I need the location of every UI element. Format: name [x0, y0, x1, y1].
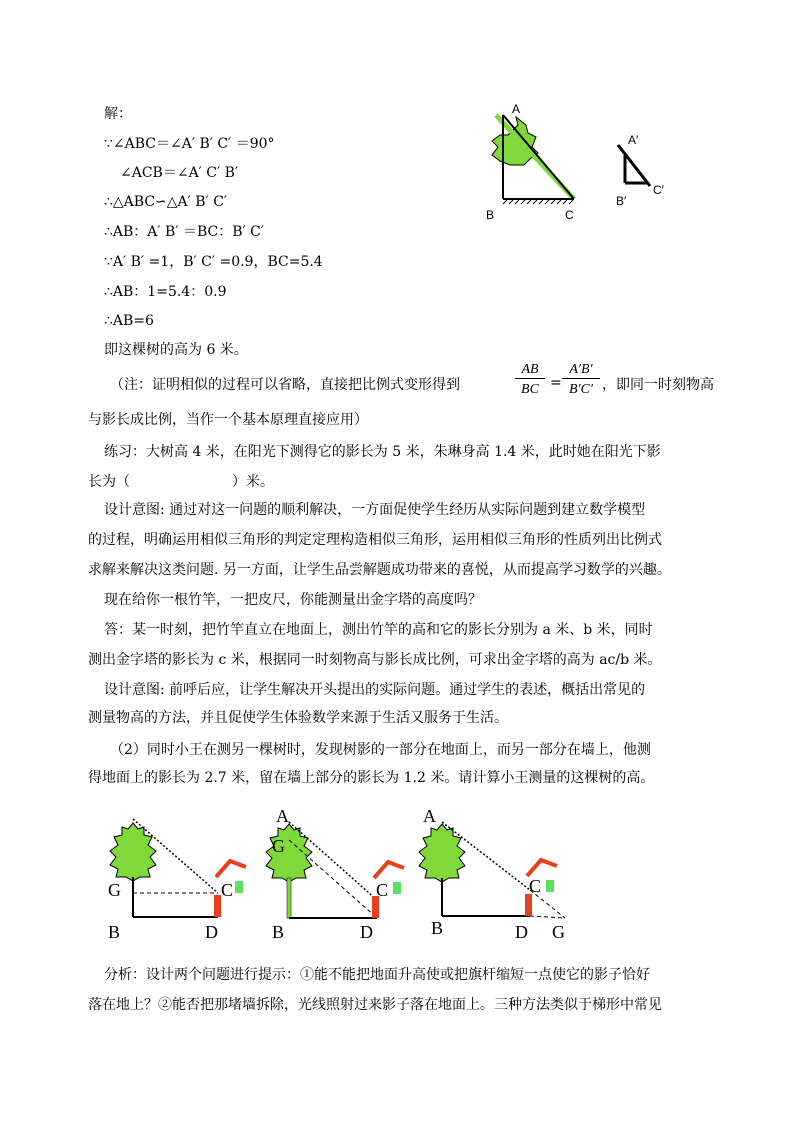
note-part2: ，即同一时刻物高	[602, 377, 714, 393]
solution-line: ∠ACB＝∠A′ C′ B′	[120, 165, 239, 181]
design1-line1: 设计意图: 通过对这一问题的顺利解决，一方面促使学生经历从实际问题到建立数学模型	[104, 502, 646, 518]
solution-conclusion: 即这棵树的高为 6 米。	[104, 342, 248, 358]
house-window	[393, 882, 401, 894]
practice-line2-b: ）米。	[232, 474, 274, 490]
note-line2: 与影长成比例，当作一个基本原理直接应用）	[88, 412, 368, 428]
problem2-line1: （2）同时小王在测另一棵树时，发现树影的一部分在地面上，而另一部分在墙上，他测	[110, 742, 651, 758]
tree-icon	[419, 824, 465, 882]
solution-line: ∵∠ABC＝∠A′ B′ C′ ＝90°	[104, 136, 275, 152]
frac1-numerator: AB	[515, 362, 545, 379]
dashed-line	[289, 840, 377, 918]
solution-line: ∴AB：A′ B′ ＝BC：B′ C′	[104, 224, 265, 240]
shadow-figure-3	[415, 810, 585, 925]
house-roof	[216, 861, 246, 877]
label-c: C	[565, 208, 574, 222]
label-g: G	[272, 836, 285, 856]
problem2-line2: 得地面上的影长为 2.7 米，留在墙上部分的影长为 1.2 米。请计算小王测量的这棵树的高。	[88, 770, 655, 786]
label-c: C	[376, 880, 389, 900]
shadow-figure-1	[100, 815, 250, 925]
frac2-denominator: B′C′	[568, 382, 593, 397]
practice-line2-a: 长为（	[88, 474, 130, 490]
house-window	[546, 880, 554, 892]
wall	[525, 894, 532, 916]
design2-line1: 设计意图: 前呼后应，让学生解决开头提出的实际问题。通过学生的表述，概括出常见的	[104, 682, 646, 698]
analysis-line1: 分析：设计两个问题进行提示：①能不能把地面升高使或把旗杆缩短一点使它的影子恰好	[104, 967, 650, 983]
label-b: B	[272, 922, 285, 942]
shadow-figure-2	[262, 810, 412, 925]
label-d: D	[515, 922, 528, 942]
wall	[214, 895, 221, 917]
label-d: D	[205, 922, 218, 942]
solution-line: ∴AB=6	[104, 313, 154, 329]
label-d: D	[360, 922, 373, 942]
design1-line2: 的过程，明确运用相似三角形的判定定理构造相似三角形，运用相似三角形的性质列出比例式	[88, 532, 662, 548]
house-window	[235, 881, 243, 893]
solution-line: ∴AB：1=5.4：0.9	[104, 284, 227, 300]
label-a: A	[423, 806, 436, 826]
label-a-prime: A′	[628, 133, 639, 147]
design1-line3: 求解来解决这类问题. 另一方面，让学生品尝解题成功带来的喜悦，从而提高学习数学的兴趣。	[88, 562, 671, 578]
label-a: A	[276, 806, 289, 826]
house-roof	[374, 862, 404, 878]
frac-equals: =	[550, 375, 562, 391]
label-a: A	[512, 102, 521, 116]
question: 现在给你一根竹竿，一把皮尺，你能测量出金字塔的高度吗？	[104, 592, 482, 608]
solution-title: 解：	[104, 106, 132, 122]
label-b-prime: B′	[616, 194, 627, 208]
tree-icon	[110, 823, 156, 881]
note-part1: （注：证明相似的过程可以省略，直接把比例式变形得到	[110, 377, 460, 393]
house-roof	[527, 860, 557, 876]
label-b: B	[486, 208, 495, 222]
frac1-denominator: BC	[521, 382, 539, 397]
dashed-ground-extension	[530, 916, 565, 918]
small-triangle-a-c	[618, 145, 650, 186]
answer-line2: 测出金字塔的影长为 c 米，根据同一时刻物高与影长成比例，可求出金字塔的高为 ac/b 米。	[88, 652, 662, 668]
frac2-numerator: A′B′	[562, 362, 600, 379]
label-c: C	[221, 880, 234, 900]
label-g: G	[552, 922, 565, 942]
label-c: C	[529, 876, 542, 896]
tree-icon	[492, 117, 538, 165]
label-b: B	[431, 918, 444, 938]
label-c-prime: C′	[653, 183, 664, 197]
answer-line1: 答：某一时刻，把竹竿直立在地面上，测出竹竿的高和它的影长分别为 a 米、b 米，同时	[104, 622, 653, 638]
label-g: G	[108, 880, 121, 900]
solution-line: ∵A′ B′ =1，B′ C′ =0.9，BC=5.4	[104, 254, 323, 270]
analysis-line2: 落在地上？②能否把那堵墙拆除，光线照射过来影子落在地面上。三种方法类似于梯形中常见	[88, 997, 662, 1013]
label-b: B	[108, 922, 121, 942]
practice-line1: 练习：大树高 4 米，在阳光下测得它的影长为 5 米，朱琳身高 1.4 米，此时她在阳光下影	[104, 444, 661, 460]
solution-line: ∴△ABC∽△A′ B′ C′	[104, 194, 228, 210]
design2-line2: 测量物高的方法，并且促使学生体验数学来源于生活又服务于生活。	[88, 710, 508, 726]
tree-trunk	[287, 878, 291, 918]
